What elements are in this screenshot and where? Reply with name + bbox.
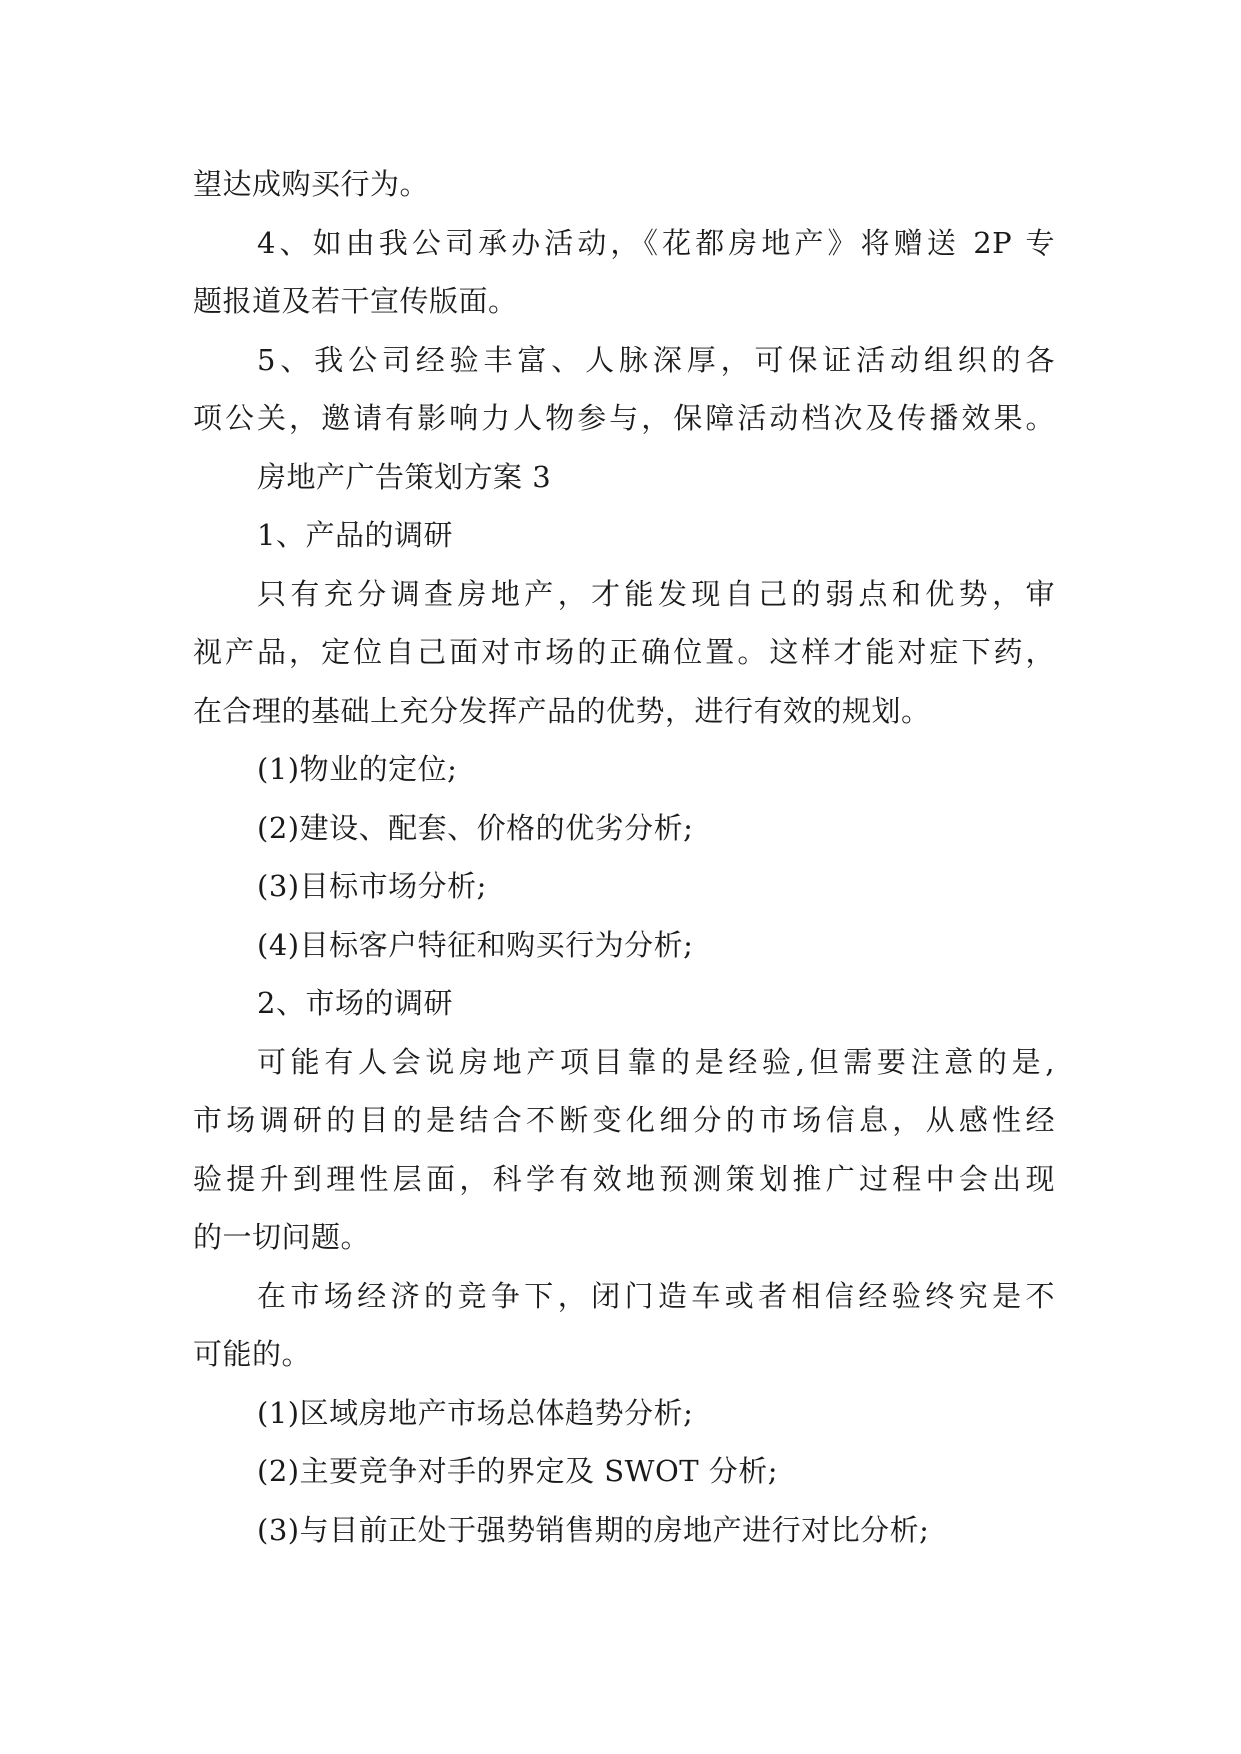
- section-heading: 房地产广告策划方案 3: [257, 459, 552, 494]
- subsection-heading: 2、市场的调研: [257, 986, 453, 1020]
- subsection-heading: 1、产品的调研: [257, 518, 453, 552]
- text-line: 4、如由我公司承办活动，《花都房地产》将赠送 2P 专: [257, 225, 1055, 260]
- text-line: 在市场经济的竞争下，闭门造车或者相信经验终究是不: [257, 1278, 1055, 1313]
- text-line: 5、我公司经验丰富、人脉深厚，可保证活动组织的各: [257, 342, 1055, 377]
- list-item: (2)建设、配套、价格的优劣分析;: [257, 810, 694, 845]
- text-line: 项公关，邀请有影响力人物参与，保障活动档次及传播效果。: [193, 401, 1055, 435]
- list-item: (1)区域房地产市场总体趋势分析;: [257, 1395, 694, 1430]
- text-line: 望达成购买行为。: [193, 167, 430, 201]
- text-line: 可能的。: [193, 1337, 312, 1371]
- text-line: 可能有人会说房地产项目靠的是经验,但需要注意的是,: [257, 1044, 1055, 1079]
- text-line: 在合理的基础上充分发挥产品的优势，进行有效的规划。: [193, 693, 931, 728]
- list-item: (2)主要竞争对手的界定及 SWOT 分析;: [257, 1454, 779, 1488]
- document-body: [193, 155, 1055, 1559]
- text-line: 视产品，定位自己面对市场的正确位置。这样才能对症下药，: [193, 635, 1055, 669]
- list-item: (3)与目前正处于强势销售期的房地产进行对比分析;: [257, 1512, 930, 1547]
- text-line: 只有充分调查房地产，才能发现自己的弱点和优势，审: [257, 576, 1055, 611]
- list-item: (3)目标市场分析;: [257, 869, 487, 903]
- list-item: (4)目标客户特征和购买行为分析;: [257, 927, 694, 962]
- text-line: 验提升到理性层面，科学有效地预测策划推广过程中会出现: [193, 1161, 1055, 1196]
- text-line: 题报道及若干宣传版面。: [193, 284, 518, 318]
- list-item: (1)物业的定位;: [257, 752, 458, 786]
- text-line: 的一切问题。: [193, 1220, 371, 1254]
- text-line: 市场调研的目的是结合不断变化细分的市场信息，从感性经: [193, 1103, 1055, 1137]
